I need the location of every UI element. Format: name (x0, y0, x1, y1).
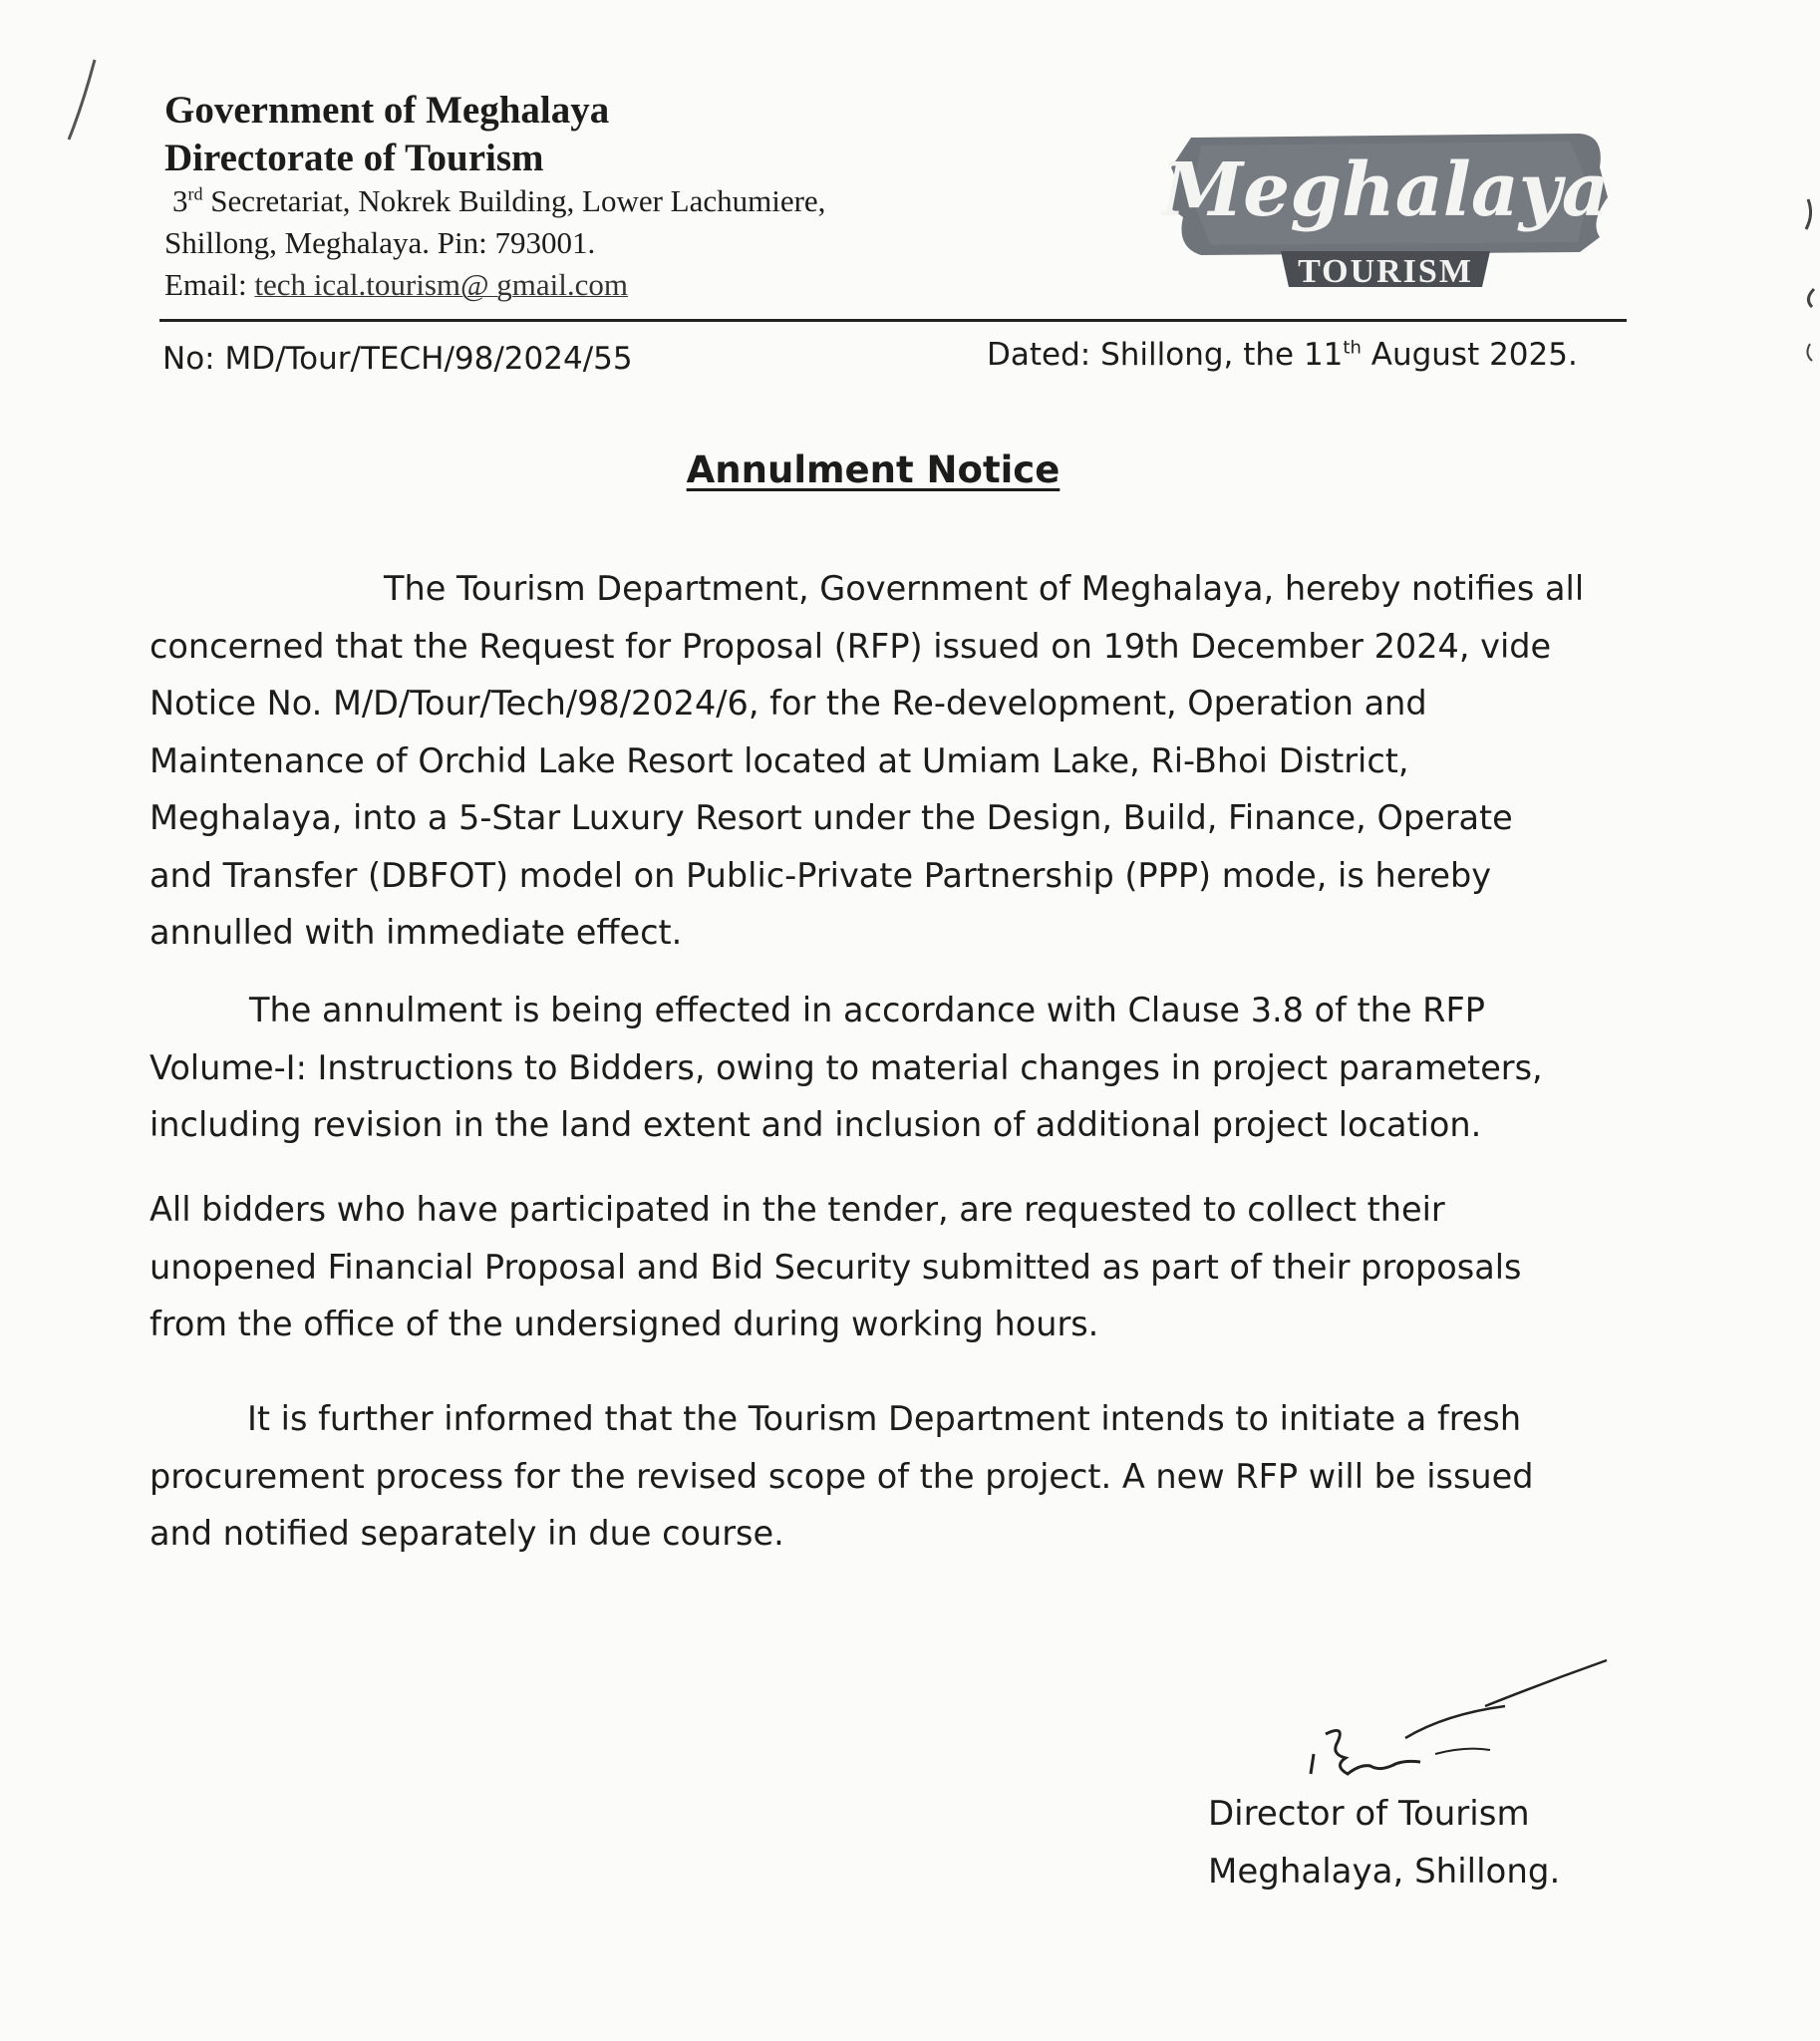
letterhead-address-line1: 3rd Secretariat, Nokrek Building, Lower Lachumiere, (172, 183, 826, 218)
email-address: tech ical.tourism@ gmail.com (254, 267, 629, 302)
reference-number: No: MD/Tour/TECH/98/2024/55 (162, 341, 633, 377)
logo-word: Meghalaya (1161, 147, 1610, 233)
letterhead-government: Government of Meghalaya (164, 89, 610, 132)
scan-mark-right (1794, 189, 1820, 369)
notice-title: Annulment Notice (686, 448, 1061, 491)
letterhead-address-line2: Shillong, Meghalaya. Pin: 793001. (164, 225, 596, 260)
meghalaya-tourism-logo (1161, 128, 1615, 293)
paragraph-1: The Tourism Department, Government of Meghalaya, hereby notifies all concerned that the Request for Proposal (RFP) issued on 19th December 2024, vide Notice No. M/D/Tour/Tech/98/2024/6, for the Re-development, Operation and Maintenance of Orchid Lake Resort located at Umiam Lake, Ri-Bhoi District, Meghalaya, into a 5-Star Luxury Resort under the Design, Build, Finance, Operate and Transfer (DBFOT) model on Public-Private Partnership (PPP) mode, is hereby annulled with immediate effect. (150, 569, 1585, 952)
paragraph-4: It is further informed that the Tourism Department intends to initiate a fresh procurement process for the revised scope of the project. A new RFP will be issued and notified separately in due course. (150, 1399, 1534, 1553)
paragraph-2: The annulment is being effected in accordance with Clause 3.8 of the RFP Volume-I: Instructions to Bidders, owing to material changes in project parameters, including revision in the land extent and inclusion of additional project location. (150, 991, 1543, 1144)
letterhead-divider (159, 319, 1627, 322)
signatory-designation: Director of Tourism (1208, 1794, 1530, 1834)
signatory-location: Meghalaya, Shillong. (1208, 1852, 1561, 1892)
signature (1286, 1654, 1615, 1814)
letterhead-email: Email: tech ical.tourism@ gmail.com (164, 267, 629, 302)
paragraph-3: All bidders who have participated in the tender, are requested to collect their unopened Financial Proposal and Bid Security submitted as part of their proposals from the office of the undersigned during working hours. (150, 1190, 1522, 1343)
scan-mark-left (55, 55, 105, 145)
notice-date: Dated: Shillong, the 11th August 2025. (987, 337, 1578, 373)
logo-subtitle: TOURISM (1298, 253, 1473, 290)
letterhead-directorate: Directorate of Tourism (164, 137, 544, 179)
